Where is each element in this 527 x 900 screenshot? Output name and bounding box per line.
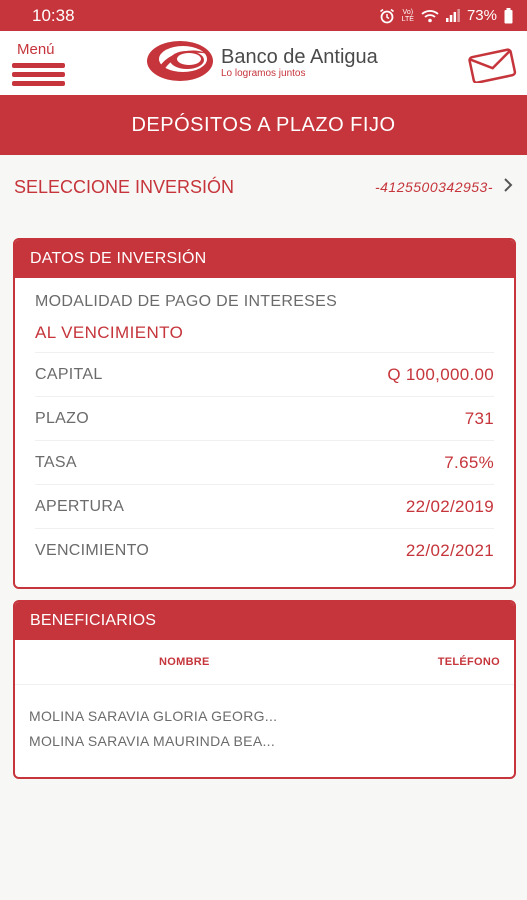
investment-row: [35, 353, 494, 397]
investment-row: [35, 397, 494, 441]
network-type: Vo) LTE: [401, 8, 414, 23]
modalidad-value: AL VENCIMIENTO: [35, 311, 494, 353]
chevron-right-icon: [503, 177, 513, 198]
tasa-value: 7.65%: [444, 452, 494, 472]
app-header: [0, 31, 527, 95]
tasa-label: TASA: [35, 453, 77, 471]
investment-heading: DATOS DE INVERSIÓN: [15, 240, 514, 278]
battery-percent: 73%: [466, 7, 497, 24]
alarm-icon: [379, 8, 395, 24]
signal-icon: [446, 9, 460, 22]
status-time: 10:38: [32, 5, 75, 25]
capital-label: CAPITAL: [35, 365, 103, 383]
beneficiaries-card: [13, 600, 516, 779]
brand-name: Banco de Antigua: [221, 46, 378, 68]
plazo-label: PLAZO: [35, 409, 89, 427]
brand-logo: [145, 39, 378, 87]
status-bar: [0, 0, 527, 31]
menu-label: Menú: [17, 41, 55, 58]
page-title: DEPÓSITOS A PLAZO FIJO: [0, 95, 527, 155]
beneficiaries-table-header: [15, 640, 514, 685]
menu-icon: [12, 63, 65, 90]
vencimiento-label: VENCIMIENTO: [35, 542, 150, 559]
investment-card: [13, 238, 516, 589]
vencimiento-value: 22/02/2021: [405, 541, 494, 560]
beneficiaries-list: [15, 685, 514, 753]
selector-value: -4125500342953-: [374, 179, 493, 195]
apertura-value: 22/02/2019: [405, 496, 494, 516]
apertura-label: APERTURA: [35, 497, 125, 515]
status-icons: [379, 7, 513, 24]
list-item[interactable]: MOLINA SARAVIA MAURINDA BEA...: [29, 732, 276, 749]
mail-button[interactable]: [467, 47, 519, 88]
investment-row: [35, 529, 494, 573]
list-item[interactable]: MOLINA SARAVIA GLORIA GEORG...: [29, 707, 278, 724]
battery-icon: [504, 8, 513, 24]
investment-selector[interactable]: [0, 160, 527, 214]
beneficiaries-heading: BENEFICIARIOS: [15, 602, 514, 640]
mail-icon: [467, 70, 519, 87]
investment-row: [35, 441, 494, 485]
brand-tagline: Lo logramos juntos: [221, 68, 306, 79]
modalidad-label: MODALIDAD DE PAGO DE INTERESES: [35, 293, 338, 310]
column-telefono: TELÉFONO: [437, 656, 500, 668]
plazo-value: 731: [464, 408, 494, 428]
column-nombre: NOMBRE: [159, 656, 210, 668]
bank-logo-icon: [145, 38, 215, 89]
investment-row: [35, 485, 494, 529]
capital-value: Q 100,000.00: [387, 364, 494, 384]
selector-label: SELECCIONE INVERSIÓN: [14, 176, 235, 197]
menu-button[interactable]: [12, 41, 68, 87]
wifi-icon: [421, 9, 439, 23]
